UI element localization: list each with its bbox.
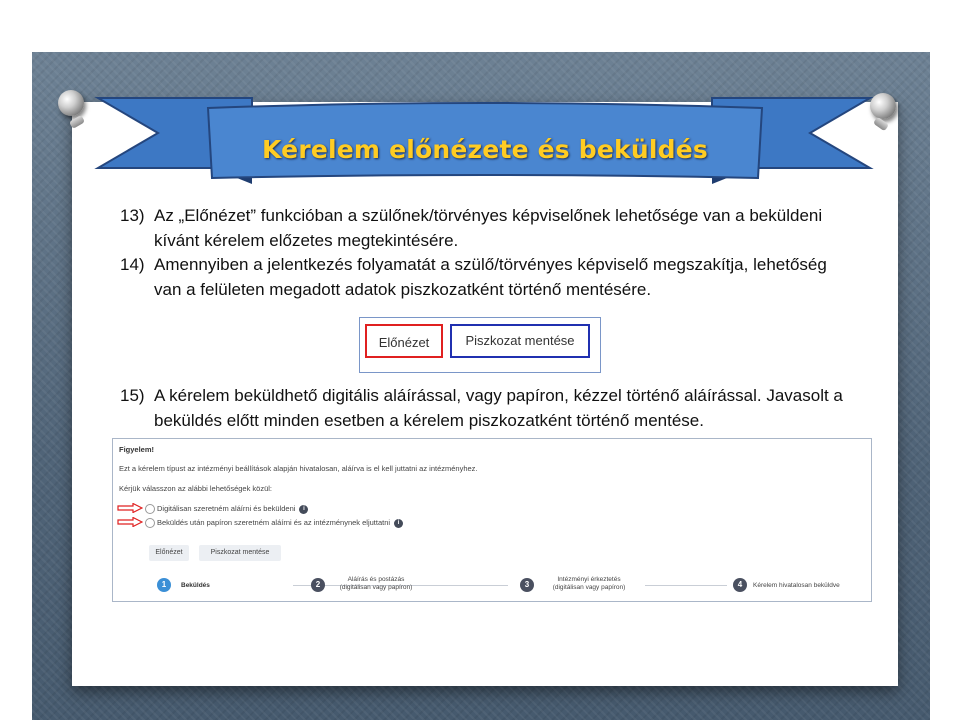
- option-paper-radio[interactable]: [145, 518, 155, 528]
- choose-text: Kérjük válasszon az alábbi lehetőségek közül:: [119, 484, 273, 493]
- item-number: 14): [120, 255, 145, 274]
- option-digital[interactable]: [157, 504, 308, 514]
- instruction-item-14: [120, 253, 840, 302]
- step-connector: [438, 585, 508, 586]
- save-draft-button[interactable]: Piszkozat mentése: [450, 324, 590, 358]
- instruction-item-15: [120, 384, 860, 433]
- option-paper-label: Beküldés után papíron szeretném aláírni és az intézménynek eljuttatni: [157, 518, 391, 527]
- item-text: Amennyiben a jelentkezés folyamatát a szülő/törvényes képviselő megszakítja, lehetőség van a felületen megadott adatok piszkozatként történő mentésére.: [154, 255, 827, 299]
- step-1-label: Beküldés: [181, 582, 210, 589]
- step-3-dot: 3: [520, 578, 534, 592]
- option-paper[interactable]: [157, 518, 403, 528]
- item-number: 15): [120, 386, 145, 405]
- pushpin-right-icon: [870, 93, 896, 119]
- item-number: 13): [120, 206, 145, 225]
- red-arrow-icon: [117, 503, 143, 513]
- info-icon[interactable]: i: [394, 519, 403, 528]
- instruction-item-15-row: [120, 384, 860, 433]
- pushpin-left-icon: [58, 90, 84, 116]
- instruction-list: [120, 204, 840, 302]
- info-icon[interactable]: i: [299, 505, 308, 514]
- preview-button[interactable]: Előnézet: [365, 324, 443, 358]
- step-2-dot: 2: [311, 578, 325, 592]
- option-digital-radio[interactable]: [145, 504, 155, 514]
- option-digital-label: Digitálisan szeretném aláírni és beküldeni: [157, 504, 296, 513]
- red-arrow-icon: [117, 517, 143, 527]
- warning-text: Ezt a kérelem típust az intézményi beállítások alapján hivatalosan, aláírva is el kell juttatni az intézményhez.: [119, 464, 478, 473]
- step-2-label: Aláírás és postázás (digitálisan vagy papíron): [339, 576, 413, 591]
- warning-title: Figyelem!: [119, 445, 155, 454]
- item-text: Az „Előnézet” funkcióban a szülőnek/törvényes képviselőnek lehetősége van a beküldeni kívánt kérelem előzetes megtekintésére.: [154, 206, 823, 250]
- step-connector: [645, 585, 727, 586]
- mini-draft-button[interactable]: Piszkozat mentése: [199, 545, 281, 561]
- step-4-dot: 4: [733, 578, 747, 592]
- embedded-screenshot: [112, 438, 872, 602]
- item-text: A kérelem beküldhető digitális aláírással, vagy papíron, kézzel történő aláírással. Javasolt a beküldés előtt minden esetben a kérelem piszkozatként történő mentése.: [154, 386, 843, 430]
- mini-preview-button[interactable]: Előnézet: [149, 545, 189, 561]
- step-1-dot: 1: [157, 578, 171, 592]
- instruction-item-13: [120, 204, 840, 253]
- slide-title: Kérelem előnézete és beküldés: [262, 135, 708, 164]
- step-4-label: Kérelem hivatalosan beküldve: [753, 582, 840, 589]
- step-3-label: Intézményi érkeztetés (digitálisan vagy papíron): [552, 576, 626, 591]
